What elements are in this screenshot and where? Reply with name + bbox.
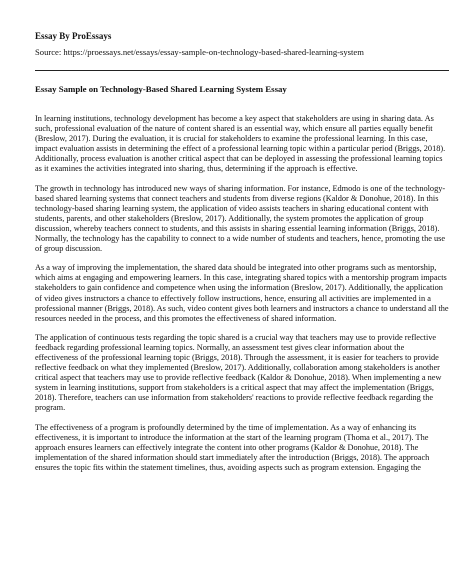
paragraph-1: In learning institutions, technology development has become a key aspect that stakeholders are using in sharing data. As such, professional evaluation of the nature of content shared is an essential way, which ensure all parties equally benefit (Breslow, 2017). During the evaluation, it is crucial for stakeholders to examine the professional learning. In this case, impact evaluation assists in determining the effect of a professional learning topic within a particular period (Briggs, 2018). Additionally, process evaluation is another critical aspect that can be deployed in assessing the professional learning topics as it examines the activities integrated into sharing, thus, determining if the approach is effective.	[35, 114, 446, 174]
essay-body	[35, 114, 449, 482]
brand-heading: Essay By ProEssays	[35, 31, 112, 41]
paragraph-4: The application of continuous tests regarding the topic shared is a crucial way that teachers may use to provide reflective feedback regarding professional learning topics. Normally, an assessment test gives clear information about the effectiveness of the professional learning topic (Briggs, 2018). Through the assessment, it is easier for teachers to provide reflective feedback on what they implemented (Breslow, 2017). Additionally, collaboration among stakeholders is another critical aspect that teachers may use to provide reflective feedback (Kaldor & Donohue, 2018). When implementing a new system in learning institutions, support from stakeholders is a critical aspect that may affect the implementation (Briggs, 2018). Therefore, teachers can use information from stakeholders' reactions to provide reflective feedback regarding the program.	[35, 332, 442, 413]
paragraph-3: As a way of improving the implementation, the shared data should be integrated into other programs such as mentorship, which aims at engaging and empowering learners. In this case, integrating shared topics with a mentorship program impacts stakeholders to gain confidence and competence when using the information (Breslow, 2017). Additionally, the application of video gives instructors a chance to effectively follow instructions, hence, ensuring all activities are implemented in a professional manner (Briggs, 2018). As such, video content gives both learners and instructors a chance to understand all the resources needed in the process, and this promotes the effectiveness of shared information.	[35, 263, 449, 323]
source-label: Source:	[35, 47, 62, 57]
paragraph-2: The growth in technology has introduced new ways of sharing information. For instance, Edmodo is one of the technology-based shared learning systems that connect teachers and students from diverse regions (Kaldor & Donohue, 2018). In this technology-based sharing learning system, the application of video assists teachers in sharing educational content with students, parents, and other stakeholders (Breslow, 2017). Additionally, the system promotes the application of group discussion, whereby teachers connect to students, and this assists in sharing essential learning information (Briggs, 2018). Normally, the technology has the capability to connect to a wide number of students and teachers, hence, promoting the use of group discussion.	[35, 183, 446, 254]
source-url-link[interactable]: https://proessays.net/essays/essay-sample-on-technology-based-shared-learning-system	[63, 47, 364, 57]
source-line	[35, 47, 364, 57]
paragraph-5: The effectiveness of a program is profoundly determined by the time of implementation. As a way of enhancing its effectiveness, it is important to introduce the information at the start of the learning program (Thoma et al., 2017). The approach ensures learners can effectively integrate the content into other programs (Kaldor & Donohue, 2018). The implementation of the shared information should start immediately after the introduction (Briggs, 2018). The approach ensures the topic fits within the statement timelines, thus, avoiding aspects such as program extension. Engaging the	[35, 422, 430, 472]
essay-title: Essay Sample on Technology-Based Shared Learning System Essay	[35, 84, 287, 94]
header-divider	[35, 70, 449, 71]
